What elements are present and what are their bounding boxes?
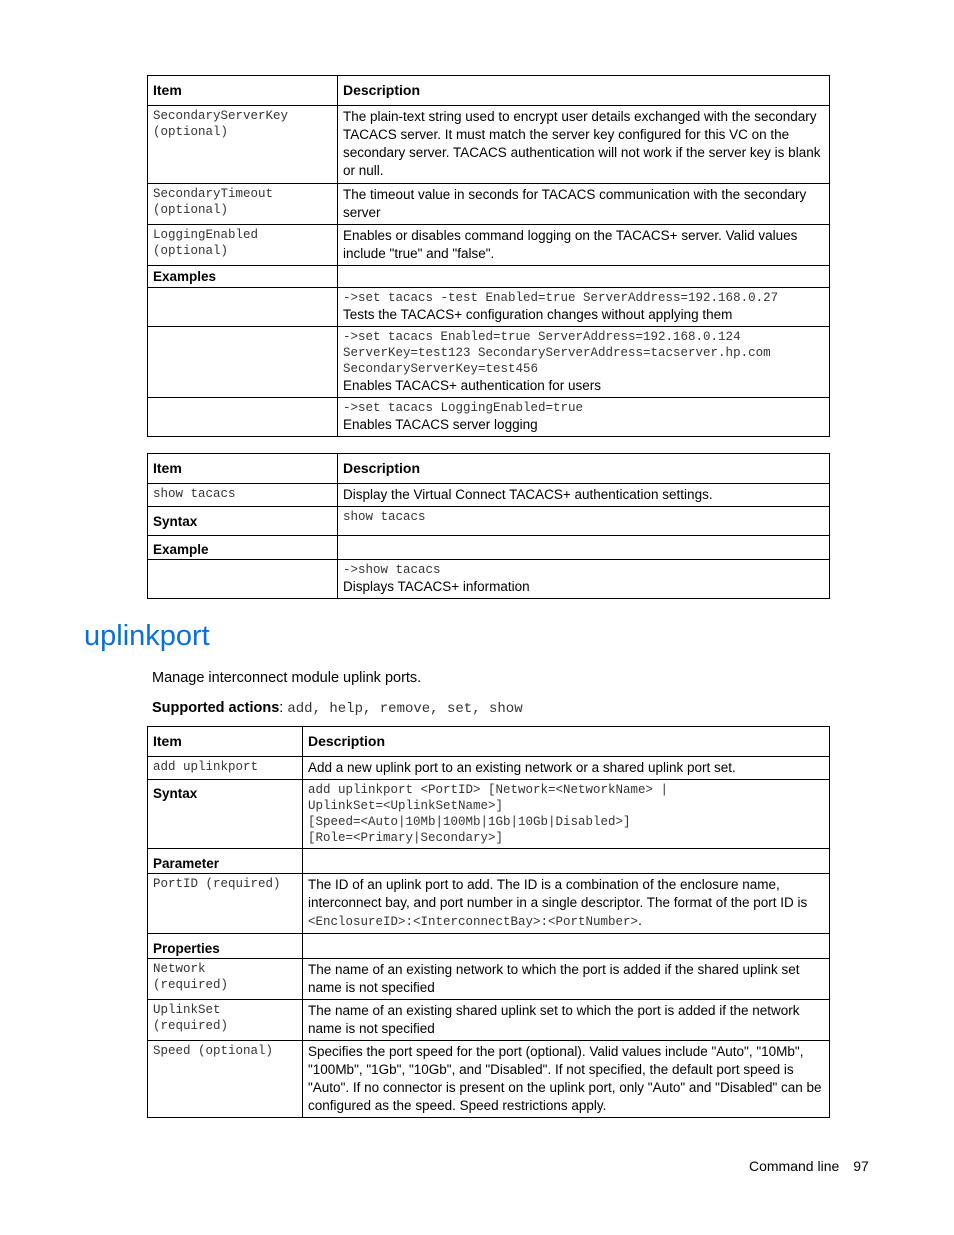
section-row-examples: [148, 266, 830, 288]
table-header-row: [148, 454, 830, 484]
example-row: [148, 398, 830, 437]
item-cell: Speed (optional): [148, 1041, 303, 1118]
supported-actions-list: add, help, remove, set, show: [287, 701, 523, 717]
example-cell: ->set tacacs LoggingEnabled=true Enables TACACS server logging: [338, 398, 830, 437]
section-title: uplinkport: [84, 620, 210, 652]
column-header-description: Description: [338, 454, 830, 484]
description-cell: The name of an existing network to which the port is added if the shared uplink set name is not specified: [303, 959, 830, 1000]
section-row-example: [148, 536, 830, 560]
properties-label: Properties: [148, 934, 303, 959]
column-header-item: Item: [148, 454, 338, 484]
item-cell: SecondaryServerKey (optional): [148, 106, 338, 184]
column-header-item: Item: [148, 727, 303, 757]
column-header-description: Description: [338, 76, 830, 106]
footer-label: Command line: [749, 1158, 840, 1174]
supported-actions-separator: :: [279, 700, 288, 716]
section-row-parameter: [148, 849, 830, 874]
show-tacacs-table: [147, 453, 830, 599]
item-cell: add uplinkport: [148, 757, 303, 780]
description-cell: The name of an existing shared uplink set to which the port is added if the network name is not specified: [303, 1000, 830, 1041]
syntax-cell: show tacacs: [338, 507, 830, 536]
item-cell: LoggingEnabled (optional): [148, 225, 338, 266]
example-label: Example: [148, 536, 338, 560]
item-cell: UplinkSet (required): [148, 1000, 303, 1041]
table-header-row: [148, 727, 830, 757]
item-cell: Network (required): [148, 959, 303, 1000]
syntax-label: Syntax: [148, 780, 303, 849]
tacacs-properties-table: [147, 75, 830, 437]
table-header-row: [148, 76, 830, 106]
description-cell: The timeout value in seconds for TACACS communication with the secondary server: [338, 184, 830, 225]
item-cell: PortID (required): [148, 874, 303, 934]
port-id-format: <EnclosureID>:<InterconnectBay>:<PortNumber>: [308, 915, 639, 929]
example-cell: ->set tacacs Enabled=true ServerAddress=192.168.0.124 ServerKey=test123 SecondaryServerAddress=tacserver.hp.com SecondaryServerKey=test456 Enables TACACS+ authentication for users: [338, 327, 830, 398]
examples-label: Examples: [148, 266, 338, 288]
section-intro: Manage interconnect module uplink ports.: [152, 670, 422, 686]
item-cell: show tacacs: [148, 484, 338, 507]
description-cell: Enables or disables command logging on the TACACS+ server. Valid values include "true" and "false".: [338, 225, 830, 266]
supported-actions: [152, 700, 523, 717]
page-footer: [749, 1158, 869, 1174]
description-cell: Display the Virtual Connect TACACS+ authentication settings.: [338, 484, 830, 507]
parameter-label: Parameter: [148, 849, 303, 874]
table-row: [148, 1041, 830, 1118]
table-row: [148, 184, 830, 225]
description-cell: Add a new uplink port to an existing network or a shared uplink port set.: [303, 757, 830, 780]
syntax-row: [148, 507, 830, 536]
syntax-cell: add uplinkport <PortID> [Network=<NetworkName> | UplinkSet=<UplinkSetName>] [Speed=<Auto|10Mb|100Mb|1Gb|10Gb|Disabled>] [Role=<Primary|Secondary>]: [303, 780, 830, 849]
example-cell: ->set tacacs -test Enabled=true ServerAddress=192.168.0.27 Tests the TACACS+ configuration changes without applying them: [338, 288, 830, 327]
table-row: [148, 1000, 830, 1041]
example-cell: ->show tacacs Displays TACACS+ information: [338, 560, 830, 599]
description-cell: The ID of an uplink port to add. The ID is a combination of the enclosure name, interconnect bay, and port number in a single descriptor. The format of the port ID is <EnclosureID>:<InterconnectBay>:<PortNumber>.: [303, 874, 830, 934]
table-row: [148, 225, 830, 266]
table-row: [148, 874, 830, 934]
column-header-description: Description: [303, 727, 830, 757]
syntax-row: [148, 780, 830, 849]
table-row: [148, 757, 830, 780]
example-row: [148, 288, 830, 327]
example-row: [148, 327, 830, 398]
item-cell: SecondaryTimeout (optional): [148, 184, 338, 225]
supported-actions-label: Supported actions: [152, 700, 280, 716]
section-row-properties: [148, 934, 830, 959]
table-row: [148, 484, 830, 507]
syntax-label: Syntax: [148, 507, 338, 536]
table-row: [148, 106, 830, 184]
table-row: [148, 959, 830, 1000]
page-number: 97: [853, 1158, 869, 1174]
description-cell: The plain-text string used to encrypt user details exchanged with the secondary TACACS server. It must match the server key configured for this VC on the secondary server. TACACS authentication will not work if the server key is blank or null.: [338, 106, 830, 184]
uplinkport-add-table: [147, 726, 830, 1118]
column-header-item: Item: [148, 76, 338, 106]
example-row: [148, 560, 830, 599]
description-cell: Specifies the port speed for the port (optional). Valid values include "Auto", "10Mb", "100Mb", "1Gb", "10Gb", and "Disabled". If not specified, the default port speed is "Auto". If no connector is present on the uplink port, only "Auto" and "Disabled" can be configured as the speed. Speed restrictions apply.: [303, 1041, 830, 1118]
